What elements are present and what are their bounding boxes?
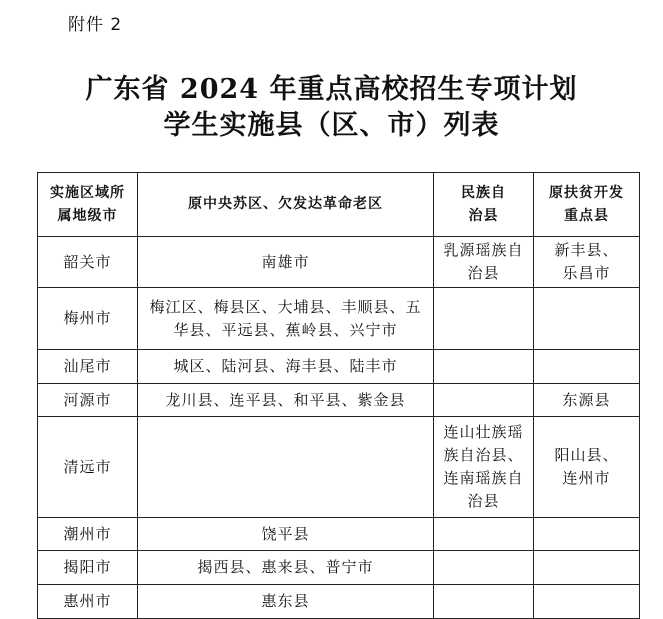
table-row <box>38 384 640 417</box>
revolutionary-cell: 惠东县 <box>138 585 434 619</box>
table-row <box>38 350 640 384</box>
ethnic-cell <box>434 288 534 350</box>
city-cell: 惠州市 <box>38 585 138 619</box>
ethnic-cell <box>434 585 534 619</box>
revolutionary-cell: 城区、陆河县、海丰县、陆丰市 <box>138 350 434 384</box>
table-row <box>38 518 640 551</box>
header-revolutionary-area: 原中央苏区、欠发达革命老区 <box>138 173 434 237</box>
poverty-cell <box>534 518 640 551</box>
poverty-cell <box>534 288 640 350</box>
poverty-cell <box>534 551 640 585</box>
poverty-cell: 阳山县、连州市 <box>534 417 640 518</box>
city-cell: 韶关市 <box>38 237 138 288</box>
county-list-table <box>37 172 640 619</box>
poverty-cell: 新丰县、乐昌市 <box>534 237 640 288</box>
table-header-row <box>38 173 640 237</box>
ethnic-cell: 乳源瑶族自治县 <box>434 237 534 288</box>
poverty-cell <box>534 350 640 384</box>
revolutionary-cell: 揭西县、惠来县、普宁市 <box>138 551 434 585</box>
table-row <box>38 288 640 350</box>
revolutionary-cell <box>138 417 434 518</box>
revolutionary-cell: 梅江区、梅县区、大埔县、丰顺县、五华县、平远县、蕉岭县、兴宁市 <box>138 288 434 350</box>
city-cell: 汕尾市 <box>38 350 138 384</box>
document-title-line-1: 广东省 2024 年重点高校招生专项计划 <box>85 74 578 105</box>
poverty-cell: 东源县 <box>534 384 640 417</box>
document-title-line-2: 学生实施县（区、市）列表 <box>163 110 500 141</box>
table-row <box>38 551 640 585</box>
header-city: 实施区域所属地级市 <box>38 173 138 237</box>
header-poverty-county: 原扶贫开发重点县 <box>534 173 640 237</box>
ethnic-cell <box>434 551 534 585</box>
table-row <box>38 237 640 288</box>
city-cell: 清远市 <box>38 417 138 518</box>
ethnic-cell <box>434 350 534 384</box>
revolutionary-cell: 饶平县 <box>138 518 434 551</box>
city-cell: 河源市 <box>38 384 138 417</box>
attachment-label: 附件 2 <box>68 15 123 35</box>
header-ethnic-autonomous-county: 民族自治县 <box>434 173 534 237</box>
revolutionary-cell: 南雄市 <box>138 237 434 288</box>
ethnic-cell <box>434 518 534 551</box>
city-cell: 潮州市 <box>38 518 138 551</box>
ethnic-cell <box>434 384 534 417</box>
city-cell: 梅州市 <box>38 288 138 350</box>
revolutionary-cell: 龙川县、连平县、和平县、紫金县 <box>138 384 434 417</box>
table-row <box>38 585 640 619</box>
ethnic-cell: 连山壮族瑶族自治县、连南瑶族自治县 <box>434 417 534 518</box>
city-cell: 揭阳市 <box>38 551 138 585</box>
table-row <box>38 417 640 518</box>
poverty-cell <box>534 585 640 619</box>
